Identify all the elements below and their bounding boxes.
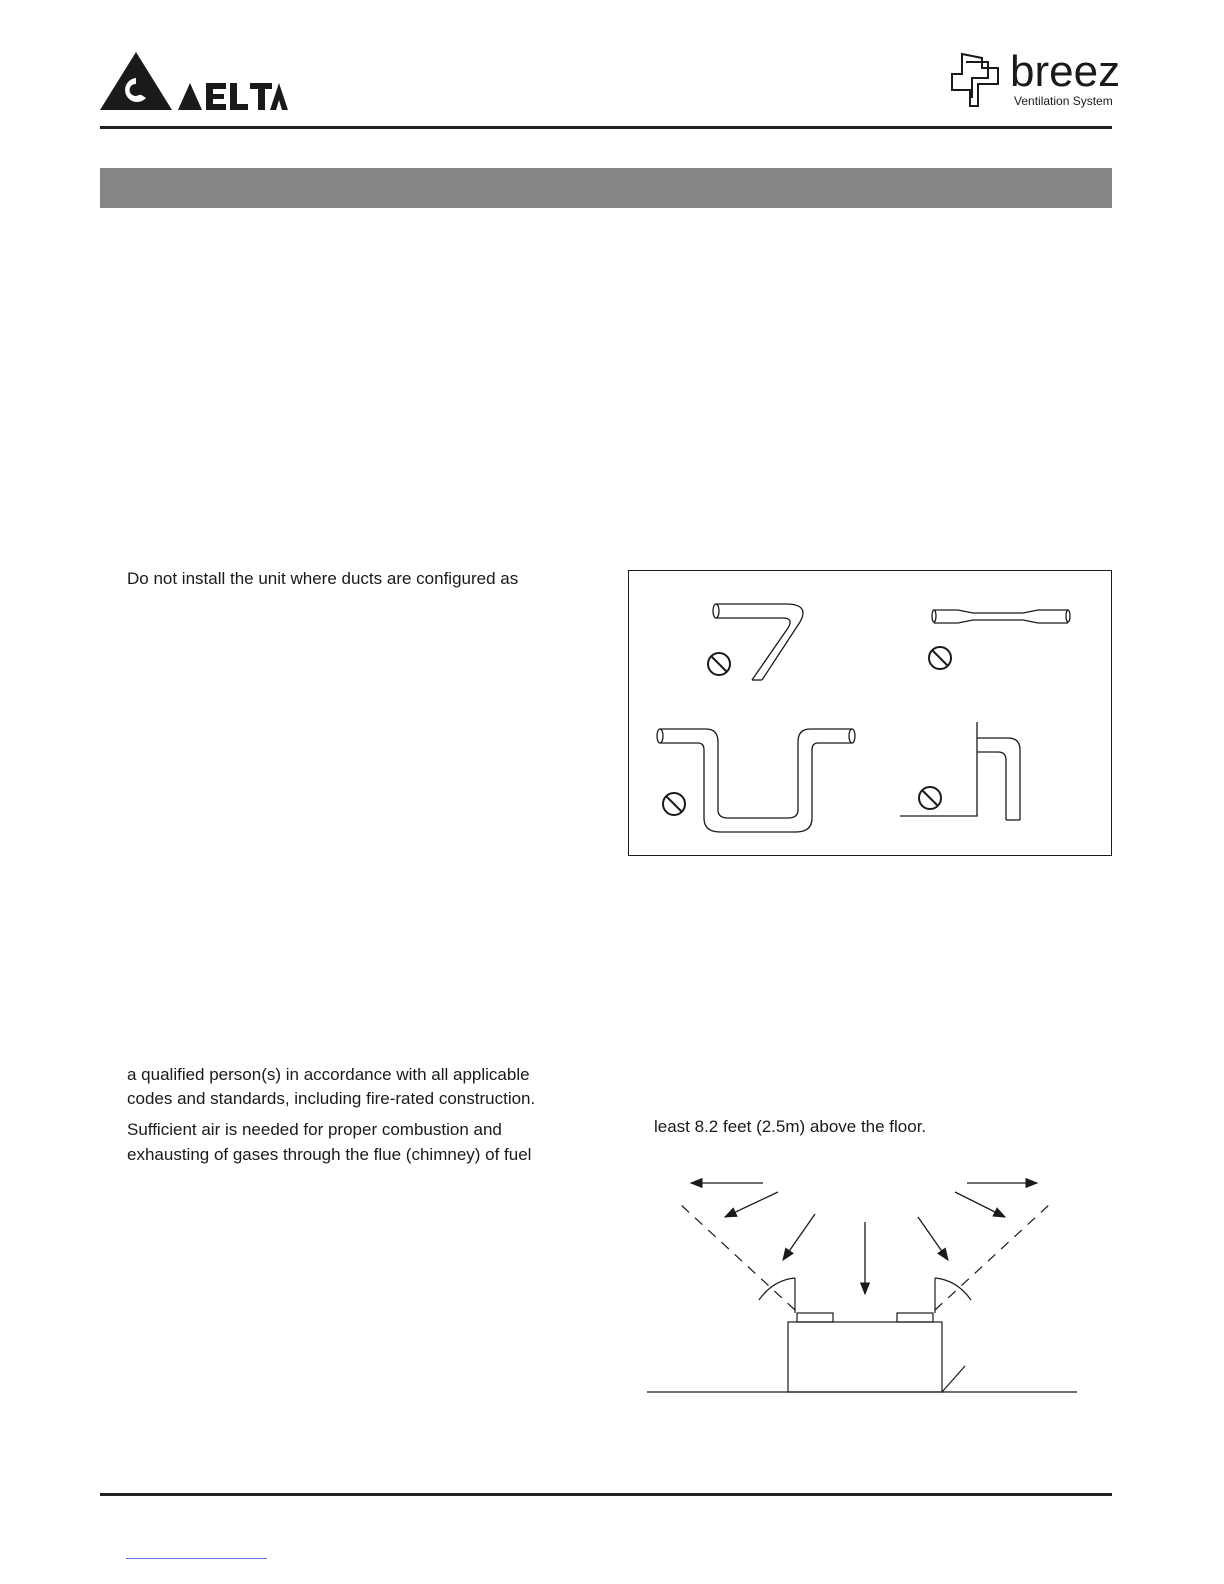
leader-line bbox=[942, 1366, 965, 1392]
sufficient-air-line-2: exhausting of gases through the flue (chimney) of fuel bbox=[127, 1145, 532, 1164]
airflow-arrows-icon bbox=[691, 1183, 1037, 1294]
right-dashed-limit bbox=[935, 1204, 1050, 1310]
prohibited-icon bbox=[929, 647, 951, 669]
left-dashed-limit bbox=[680, 1204, 795, 1310]
qualified-person-line-2: codes and standards, including fire-rated construction. bbox=[127, 1089, 536, 1108]
clearance-diagram bbox=[645, 1170, 1080, 1400]
sharp-bend-duct bbox=[713, 604, 803, 680]
sufficient-air-line-1: Sufficient air is needed for proper combustion and bbox=[127, 1120, 502, 1139]
elbow-near-wall-duct bbox=[900, 722, 1020, 820]
footer-rule bbox=[100, 1493, 1112, 1496]
unit-body bbox=[788, 1322, 942, 1392]
duct-warning-text: Do not install the unit where ducts are configured as bbox=[127, 569, 519, 588]
prohibited-icon bbox=[663, 793, 685, 815]
breez-brand-text: breez bbox=[1010, 47, 1121, 96]
duct-configuration-figure bbox=[628, 570, 1112, 856]
height-note-text: least 8.2 feet (2.5m) above the floor. bbox=[654, 1117, 927, 1136]
left-collar bbox=[797, 1313, 833, 1322]
breez-logo bbox=[948, 47, 1121, 112]
narrowed-duct bbox=[932, 610, 1070, 623]
prohibited-icon bbox=[919, 787, 941, 809]
section-title-bar bbox=[100, 168, 1112, 208]
header-rule bbox=[100, 126, 1112, 129]
u-shaped-duct bbox=[657, 729, 855, 832]
qualified-person-line-1: a qualified person(s) in accordance with all applicable bbox=[127, 1065, 530, 1084]
breez-tagline: Ventilation System bbox=[1014, 94, 1113, 108]
right-collar bbox=[897, 1313, 933, 1322]
delta-logo-icon bbox=[100, 50, 290, 114]
delta-logo bbox=[100, 50, 290, 114]
prohibited-icon bbox=[708, 653, 730, 675]
footer-link-underline[interactable] bbox=[126, 1558, 267, 1559]
